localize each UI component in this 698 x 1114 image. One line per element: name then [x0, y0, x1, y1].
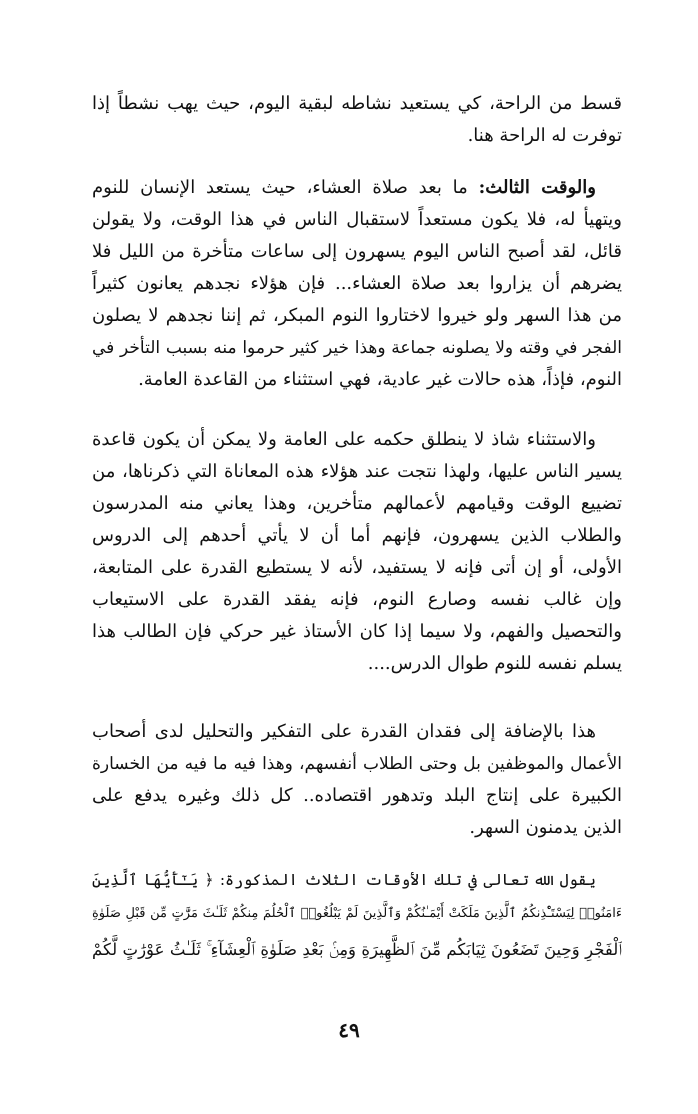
text-line: يسلم نفسه للنوم طوال الدرس....	[367, 653, 622, 674]
quran-verse-line: ٱلْفَجْرِ وَحِينَ تَضَعُونَ ثِيَابَكُم مِّنَ ٱلظَّهِيرَةِ وَمِنۢ بَعْدِ صَلَوٰةِ ٱلْعِشَآءِ ۚ ثَلَـٰثُ عَوْرَٰتٍ لَّكُمْ	[92, 940, 622, 959]
text-line: يسير الناس عليها، ولهذا نتجت عند هؤلاء هذه المعاناة التي ذكرناها، من	[92, 461, 622, 482]
text-line: والطلاب الذين يسهرون، فإنهم أما أن لا يأتي أحدهم إلى الدروس	[92, 525, 622, 546]
section-lead: والوقت الثالث:	[478, 177, 596, 198]
text-line: تضييع الوقت وقيامهم لأعمالهم متأخرين، وهذا يعاني منه المدرسون	[92, 493, 622, 514]
text-line: والاستثناء شاذ لا ينطلق حكمه على العامة ولا يمكن أن يكون قاعدة	[92, 429, 596, 450]
text-line: الأعمال والموظفين بل وحتى الطلاب أنفسهم، وهذا فيه ما فيه من الخسارة	[92, 754, 622, 774]
text-line: الكبيرة على إنتاج البلد وتدهور اقتصاده.. كل ذلك وغيره يدفع على	[92, 785, 622, 806]
text-line: قسط من الراحة، كي يستعيد نشاطه لبقية اليوم، حيث يهب نشطاً إذا	[92, 93, 622, 114]
text-line: النوم، فإذاً، هذه حالات غير عادية، فهي استثناء من القاعدة العامة.	[138, 369, 622, 390]
text-line: الذين يدمنون السهر.	[469, 817, 622, 838]
page-number: ٤٩	[338, 1018, 360, 1042]
text-line: يضرهم أن يزاروا بعد صلاة العشاء... فإن هؤلاء نجدهم يعانون كثيراً	[92, 273, 622, 294]
paragraph-1	[92, 88, 622, 152]
paragraph-3	[92, 424, 622, 680]
text-line: هذا بالإضافة إلى فقدان القدرة على التفكير والتحليل لدى أصحاب	[92, 721, 596, 742]
text-line: توفرت له الراحة هنا.	[467, 125, 622, 146]
text-line-with-lead	[92, 172, 622, 204]
text-line: الفجر في وقته ولا يصلونه جماعة وهذا خير كثير حرموا منه بسبب التأخر في	[92, 338, 622, 358]
text-line: الأولى، أو إن أتى فإنه لا يستفيد، لأنه لا يستطيع القدرة على المتابعة،	[92, 557, 622, 578]
text-line-rest: ما بعد صلاة العشاء، حيث يستعد الإنسان للنوم	[92, 177, 468, 198]
text-line: يقول الله تعالى في تلك الأوقات الثلاث المذكورة: ﴿ يَـٰٓأَيُّهَا ٱلَّذِينَ	[92, 871, 596, 889]
quran-verse-line: ءَامَنُوا۟ لِيَسْتَـْٔذِنكُمُ ٱلَّذِينَ مَلَكَتْ أَيْمَـٰنُكُمْ وَٱلَّذِينَ لَمْ يَبْلُغُوا۟ ٱلْحُلُمَ مِنكُمْ ثَلَـٰثَ مَرَّٰتٍ مِّن قَبْلِ صَلَوٰةِ	[92, 906, 622, 921]
paragraph-5-quran	[92, 864, 622, 968]
text-line: وإن غالب نفسه وصارع النوم، فإنه يفقد القدرة على الاستيعاب	[92, 589, 622, 610]
text-line: ويتهيأ له، فلا يكون مستعداً لاستقبال الناس في هذا الوقت، ولا يقولن	[92, 209, 622, 230]
paragraph-4	[92, 716, 622, 844]
text-line: قائل، لقد أصبح الناس اليوم يسهرون إلى ساعات متأخرة من الليل فلا	[92, 241, 622, 262]
text-line: من هذا السهر ولو خيروا لاختاروا النوم المبكر، ثم إننا نجدهم لا يصلون	[92, 305, 622, 326]
text-line: والتحصيل والفهم، ولا سيما إذا كان الأستاذ غير حركي فإن الطالب هذا	[92, 621, 622, 642]
paragraph-2	[92, 172, 622, 396]
